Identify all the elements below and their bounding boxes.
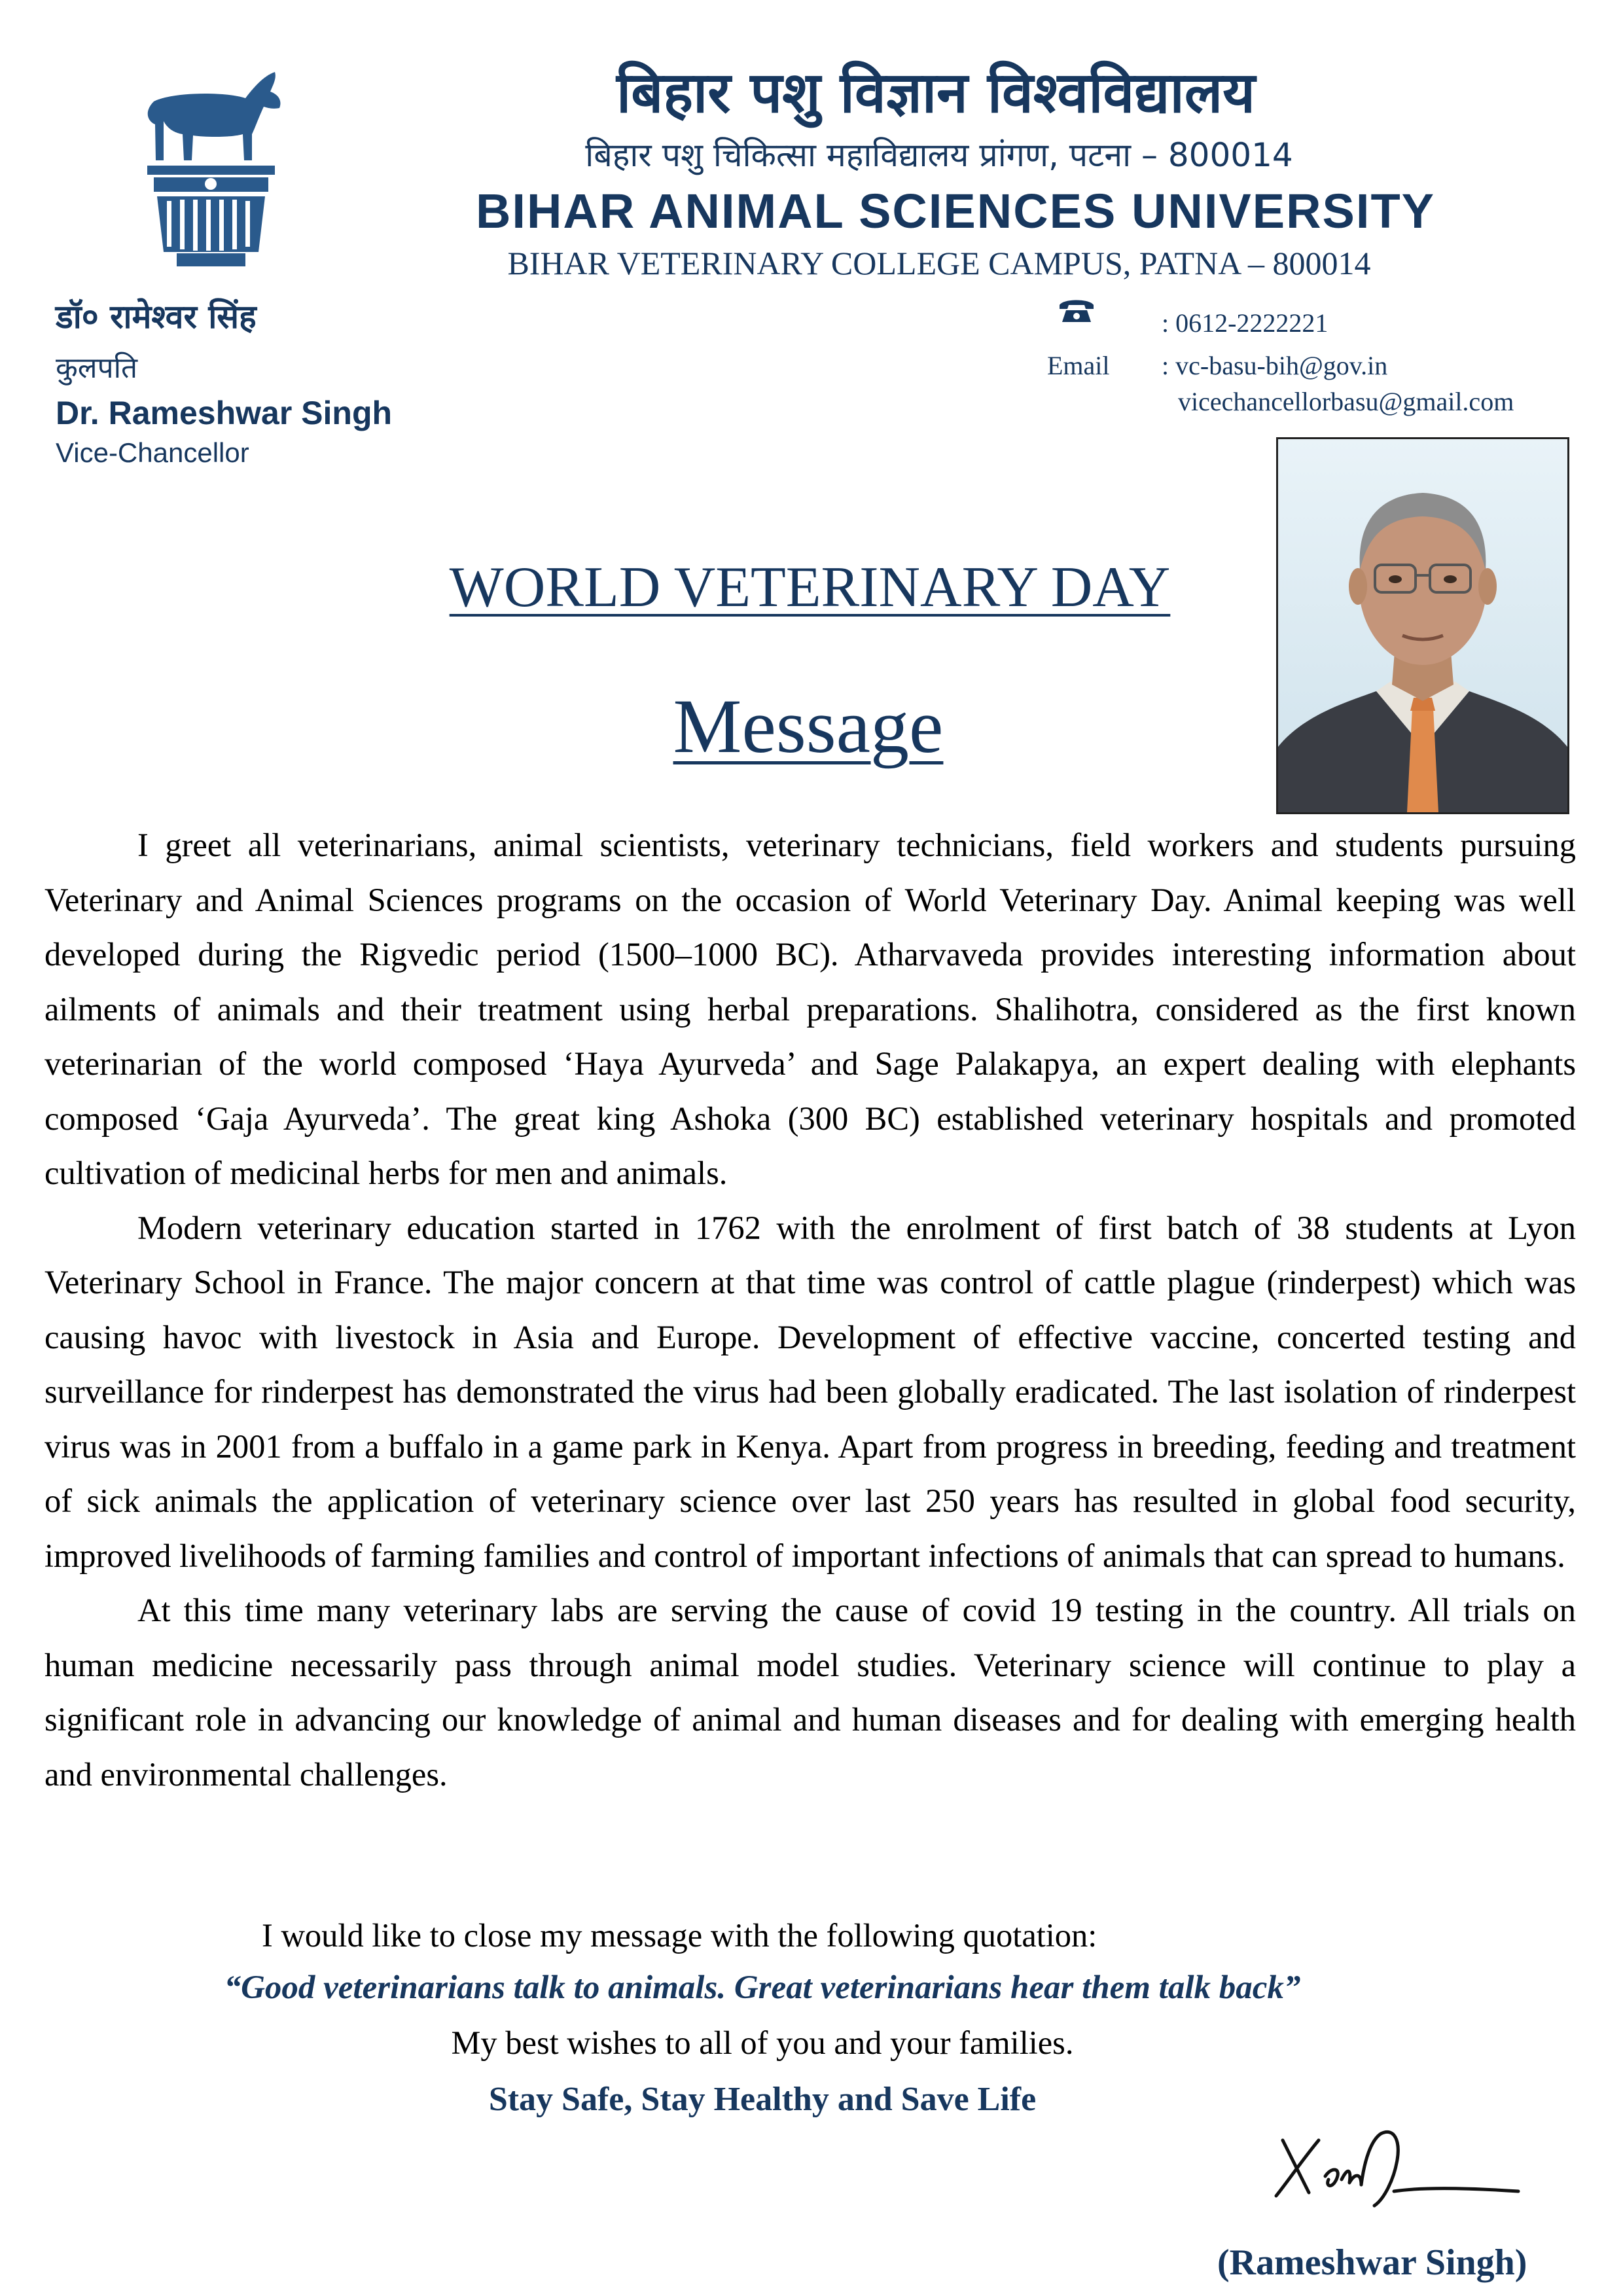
university-name-english: BIHAR ANIMAL SCIENCES UNIVERSITY: [475, 184, 1436, 238]
officer-designation-hindi: कुलपति: [56, 351, 138, 385]
signatory-name: (Rameshwar Singh): [1217, 2242, 1527, 2283]
university-name-hindi: बिहार पशु विज्ञान विश्वविद्यालय: [616, 60, 1256, 126]
message-heading: Message: [673, 683, 944, 769]
body-paragraph-2: Modern veterinary education started in 1762 with the enrolment of first batch of 38 students at Lyon Veterinary School in France. The major concern at that time was control of cattle plague (rinderpest) which was causing havoc with livestock in Asia and Europe. Development of effective vaccine, concerted testing and surveillance for rinderpest has demonstrated the virus had been globally eradicated. The last isolation of rinderpest virus was in 2001 from a buffalo in a game park in Kenya. Apart from progress in breeding, feeding and treatment of sick animals the application of veterinary science over last 250 years has resulted in global food security, improved livelihoods of farming families and control of important infections of animals that can spread to humans.: [45, 1209, 1576, 1574]
email-address-2: vicechancellorbasu@gmail.com: [1178, 387, 1514, 416]
body-paragraph-3: At this time many veterinary labs are serving the cause of covid 19 testing in the country. All trials on human medicine necessarily pass through animal model studies. Veterinary science will continue to play a significant role in advancing our knowledge of animal and human diseases and for dealing with emerging health and environmental challenges.: [45, 1592, 1576, 1793]
officer-name-english: Dr. Rameshwar Singh: [56, 395, 393, 431]
university-emblem-logo: [128, 62, 294, 278]
slogan: Stay Safe, Stay Healthy and Save Life: [488, 2081, 1037, 2118]
officer-name-hindi: डॉ० रामेश्वर सिंह: [56, 298, 257, 336]
email-address-1: : vc-basu-bih@gov.in: [1162, 351, 1388, 380]
university-address-english: BIHAR VETERINARY COLLEGE CAMPUS, PATNA – 800014: [507, 245, 1371, 281]
page-title: WORLD VETERINARY DAY: [449, 556, 1171, 619]
handwritten-signature: [1263, 2114, 1525, 2219]
body-paragraph-1: I greet all veterinarians, animal scientists, veterinary technicians, field workers and students pursuing Veterinary and Animal Sciences programs on the occasion of World Veterinary Day. Animal keeping was well developed during the Rigvedic period (1500–1000 BC). Atharvaveda provides interesting information about ailments of animals and their treatment using herbal preparations. Shalihotra, considered as the first known veterinarian of the world composed ‘Haya Ayurveda’ and Sage Palakapya, an expert dealing with elephants composed ‘Gaja Ayurveda’. The great king Ashoka (300 BC) established veterinary hospitals and promoted cultivation of medicinal herbs for men and animals.: [45, 827, 1576, 1191]
email-label: Email: [1047, 351, 1110, 380]
vice-chancellor-photo: [1276, 437, 1569, 814]
best-wishes-line: My best wishes to all of you and your families.: [451, 2024, 1074, 2061]
phone-number: : 0612-2222221: [1162, 308, 1329, 338]
officer-designation-english: Vice-Chancellor: [56, 437, 249, 468]
university-address-hindi: बिहार पशु चिकित्सा महाविद्यालय प्रांगण, पटना – 800014: [585, 136, 1293, 174]
quotation: “Good veterinarians talk to animals. Great veterinarians hear them talk back”: [224, 1969, 1301, 2006]
closing-line: I would like to close my message with the following quotation:: [262, 1917, 1097, 1954]
telephone-icon: [1057, 296, 1096, 325]
message-body: [45, 818, 1576, 1802]
